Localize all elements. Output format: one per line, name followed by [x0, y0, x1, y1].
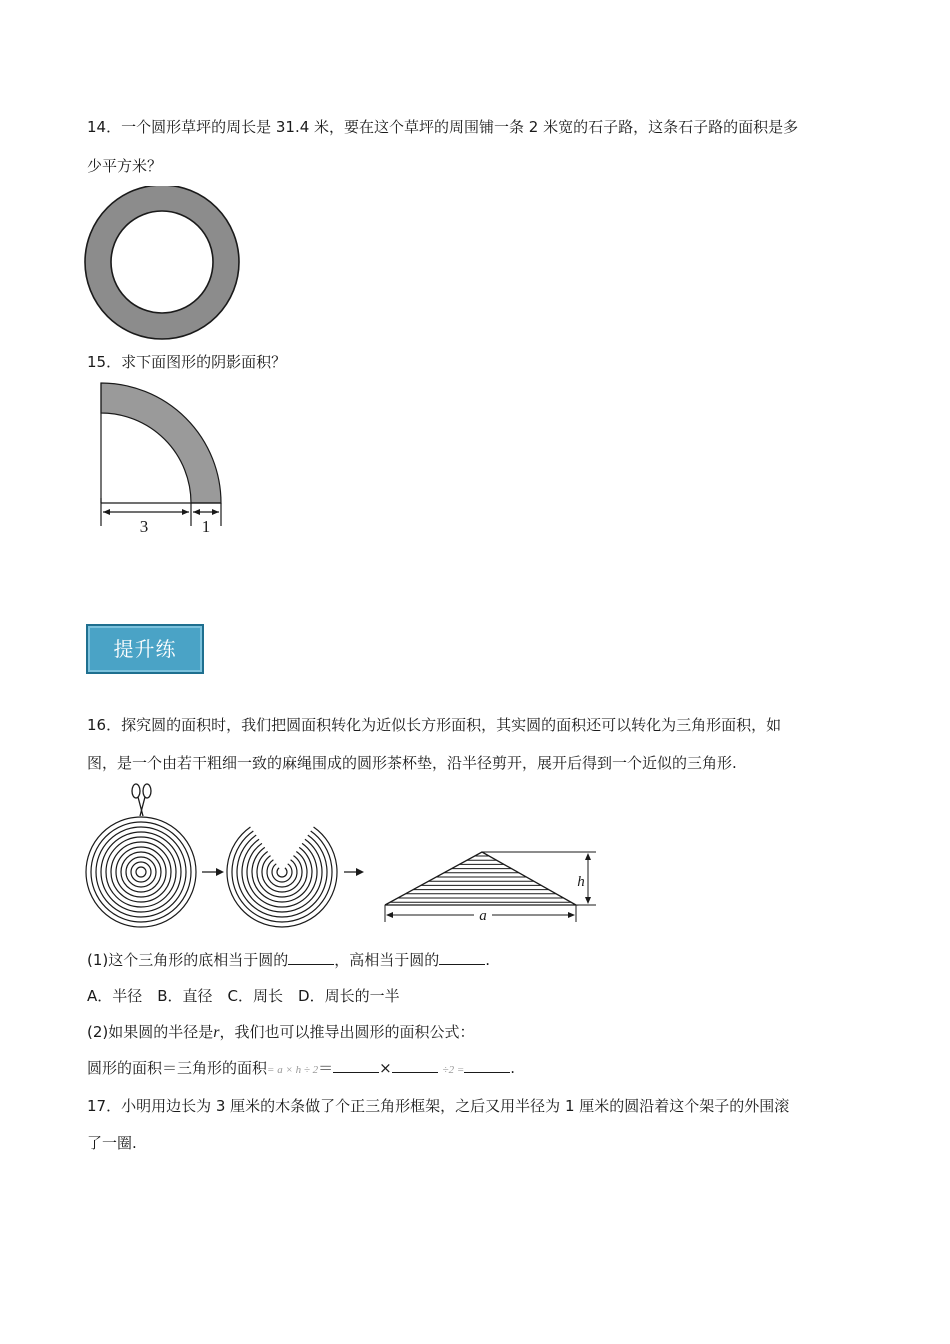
rope-ring [131, 862, 151, 882]
quarter-annulus-figure [94, 380, 234, 540]
q16-sub1: (1)这个三角形的底相当于圆的 ，高相当于圆的 . [87, 951, 491, 969]
q15-text: 15．求下面图形的阴影面积？ [87, 353, 287, 371]
rope-ring [96, 827, 186, 917]
blank-factor-2[interactable] [392, 1058, 438, 1073]
label-ring-width: 1 [201, 517, 211, 536]
rope-ring [101, 832, 181, 912]
q16-text-line2: 图，是一个由若干粗细一致的麻绳围成的圆形茶杯垫，沿半径剪开，展开后得到一个近似的三角形. [87, 754, 737, 772]
rope-ring [116, 847, 166, 897]
lawn-circle [111, 211, 213, 313]
blank-height[interactable] [439, 950, 485, 965]
scissors-icon [132, 784, 151, 816]
q16-text-line1: 16．探究圆的面积时，我们把圆面积转化为近似长方形面积，其实圆的面积还可以转化为三角形面积，如 [87, 716, 782, 734]
label-inner-radius: 3 [139, 517, 149, 536]
q16-sub2: (2)如果圆的半径是r，我们也可以推导出圆形的面积公式： [87, 1023, 475, 1041]
q16-options: A．半径 B．直径 C．周长 D．周长的一半 [87, 987, 400, 1005]
label-a: a [479, 908, 487, 924]
blank-factor-1[interactable] [333, 1058, 379, 1073]
blank-result[interactable] [464, 1058, 510, 1073]
rope-arc [257, 852, 307, 897]
rope-ring [121, 852, 161, 892]
q17-text-line1: 17．小明用边长为 3 厘米的木条做了个正三角形框架，之后又用半径为 1 厘米的圆沿着这个架子的外围滚 [87, 1097, 790, 1115]
q14-text-line2: 少平方米？ [87, 157, 163, 175]
rope-ring [111, 842, 171, 902]
unrolled-triangle [390, 856, 571, 902]
coaster-full [86, 817, 196, 927]
section-badge: 提升练 [86, 624, 204, 674]
rope-arc [277, 868, 287, 877]
blank-base[interactable] [288, 950, 334, 965]
coaster-cut [227, 827, 337, 927]
shaded-region [101, 383, 221, 503]
q14-text-line1: 14．一个圆形草坪的周长是 31.4 米，要在这个草坪的周围铺一条 2 米宽的石子路，这条石子路的面积是多 [87, 118, 799, 136]
rope-arc [272, 864, 292, 882]
coaster-figure [84, 780, 604, 928]
q17-text-line2: 了一圈. [87, 1134, 137, 1152]
q16-formula: 圆形的面积＝三角形的面积= a × h ÷ 2＝ × ÷2 = . [87, 1059, 516, 1077]
rope-arc [252, 847, 312, 902]
rope-ring [136, 867, 146, 877]
annulus-figure [84, 186, 244, 342]
label-h: h [577, 874, 585, 890]
rope-ring [86, 817, 196, 927]
radius-symbol: r [213, 1024, 220, 1041]
